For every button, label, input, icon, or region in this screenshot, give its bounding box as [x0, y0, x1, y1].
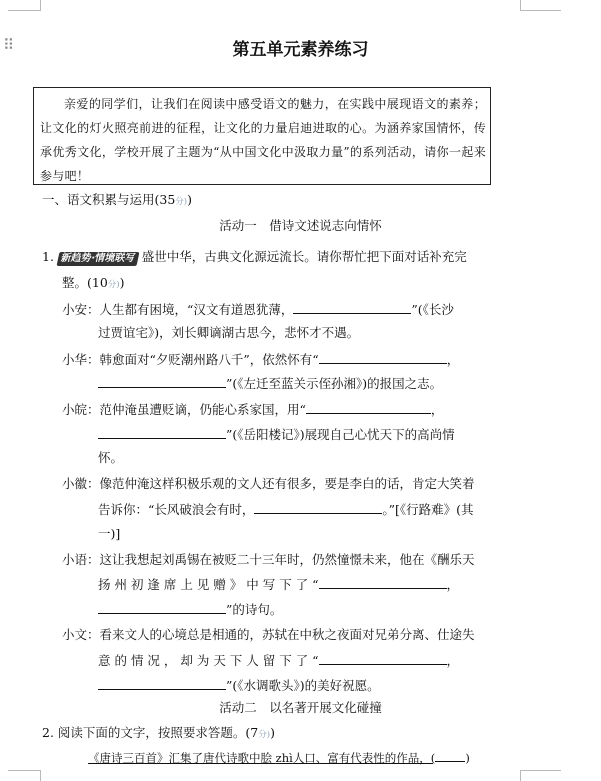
- answer-blank-5[interactable]: [98, 424, 226, 439]
- dialogue-xiaohua-line-1: 小华：韩愈面对“夕贬潮州路八千”，依然怀有“ ，: [62, 349, 459, 370]
- question-1-line-2: 整。(10分)): [62, 275, 125, 290]
- question-1-line-1: 1. 新趋势·情境联写 盛世中华，古典文化源远流长。请你帮忙把下面对话补充完: [42, 249, 467, 264]
- activity-heading-1: 活动一 借诗文述说志向情怀: [219, 218, 382, 233]
- page-corner-bottom-right: [520, 770, 561, 781]
- drag-handle-icon[interactable]: ⠿: [3, 36, 12, 54]
- answer-blank-3[interactable]: [98, 373, 226, 388]
- dialogue-xiaoan-line-1: 小安：人生都有困境，“汉文有道恩犹薄， ”(《长沙: [62, 299, 454, 320]
- section-heading: 一、语文积累与运用(35分)): [42, 192, 193, 207]
- dialogue-xiaowan-line-1: 小皖：范仲淹虽遭贬谪，仍能心系家国，用“ ，: [62, 399, 443, 420]
- question-2-line: 2. 阅读下面的文字，按照要求答题。(7分)): [42, 725, 275, 740]
- dialogue-xiaohui-line-2: 告诉你：“长风破浪会有时， 。”[《行路难》(其: [98, 499, 474, 520]
- pinyin-blank[interactable]: zhì: [275, 751, 293, 765]
- dialogue-xiaoyu-line-3: ”的诗句。: [98, 599, 282, 620]
- dialogue-xiaowen-line-1: 小文：看来文人的心境总是相通的，苏轼在中秋之夜面对兄弟分离、仕途失: [62, 627, 475, 642]
- dialogue-xiaoyu-line-2: 扬 州 初 逢 席 上 见 赠 》 中 写 下 了 “ ，: [98, 574, 459, 595]
- answer-paren-blank[interactable]: [435, 761, 465, 762]
- dialogue-xiaohui-line-1: 小徽：像范仲淹这样积极乐观的文人还有很多，要是李白的话，肯定大笑着: [62, 476, 475, 491]
- dialogue-xiaoan-line-2: 过贾谊宅》)，刘长卿谪湖古思今，悲怀才不遇。: [98, 325, 360, 340]
- answer-blank-7[interactable]: [319, 574, 447, 589]
- intro-box: 亲爱的同学们，让我们在阅读中感受语文的魅力，在实践中展现语文的素养；让文化的灯火照亮前进的征程，让文化的力量启迪进取的心。为涵养家国情怀，传承优秀文化，学校开展了主题为“从中国文化中汲取力量”的系列活动，请你一起来参与吧！: [33, 87, 491, 185]
- question-number: 1.: [42, 249, 54, 264]
- dialogue-xiaohui-line-3: 一)]: [98, 526, 121, 541]
- answer-blank-4[interactable]: [306, 399, 431, 414]
- dialogue-xiaoyu-line-1: 小语：这让我想起刘禹锡在被贬二十三年时，仍然憧憬未来，他在《酬乐天: [62, 552, 475, 567]
- dialogue-xiaowan-line-2: ”(《岳阳楼记》)展现自己心忧天下的高尚情: [98, 424, 455, 445]
- answer-blank-6[interactable]: [254, 499, 382, 514]
- page-corner-top-right: [520, 0, 561, 11]
- page-title: 第五单元素养练习: [232, 40, 369, 60]
- page-corner-top-left: [8, 0, 41, 11]
- answer-blank-2[interactable]: [319, 349, 447, 364]
- page-corner-bottom-left: [8, 770, 41, 781]
- answer-blank-10[interactable]: [98, 675, 226, 690]
- passage-line: 《唐诗三百首》汇集了唐代诗歌中脍 zhì人口、富有代表性的作品，( ): [88, 751, 470, 765]
- dialogue-xiaowan-line-3: 怀。: [98, 450, 124, 465]
- dialogue-xiaowen-line-2: 意 的 情 况 ， 却 为 天 下 人 留 下 了 “ ，: [98, 650, 459, 671]
- answer-blank-1[interactable]: [293, 299, 411, 314]
- dialogue-xiaohua-line-2: ”(《左迁至蓝关示侄孙湘》)的报国之志。: [98, 373, 442, 394]
- answer-blank-9[interactable]: [319, 650, 447, 665]
- answer-blank-8[interactable]: [98, 599, 226, 614]
- activity-heading-2: 活动二 以名著开展文化碰撞: [219, 700, 382, 715]
- new-trend-badge: 新趋势·情境联写: [56, 252, 139, 266]
- dialogue-xiaowen-line-3: ”(《水调歌头》)的美好祝愿。: [98, 675, 380, 696]
